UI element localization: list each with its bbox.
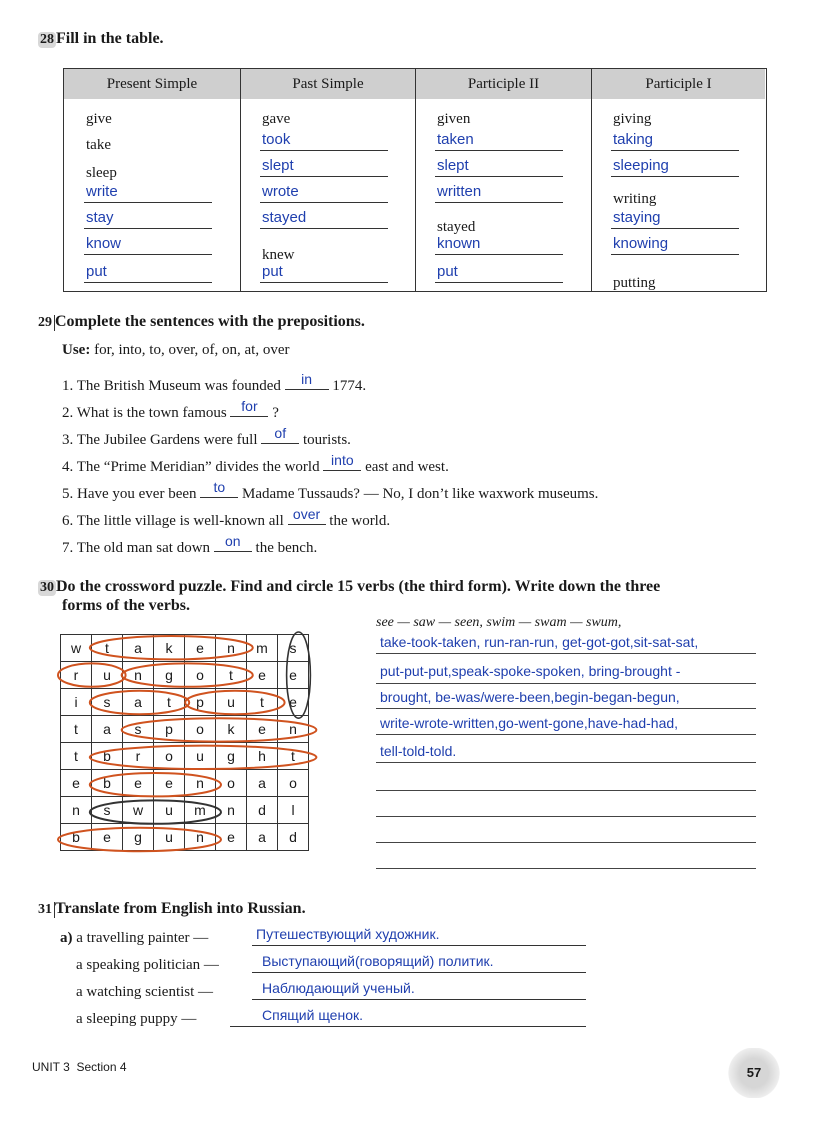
- table-cell: put: [86, 263, 107, 280]
- grid-cell[interactable]: i: [61, 689, 92, 716]
- footer-unit-label: UNIT 3: [32, 1060, 70, 1074]
- ex31-number: 31: [38, 902, 55, 918]
- answer-underline: [84, 228, 212, 229]
- answer-underline: [611, 228, 739, 229]
- ex28-heading: [38, 30, 164, 48]
- grid-cell[interactable]: t: [61, 716, 92, 743]
- table-cell: stayed: [437, 219, 476, 235]
- translation-line: [252, 972, 586, 973]
- ex28-title: Fill in the table.: [56, 30, 164, 47]
- grid-cell[interactable]: p: [185, 689, 216, 716]
- writing-line: [376, 762, 756, 763]
- sentence-3: [62, 425, 351, 449]
- sentence-number: 7.: [62, 540, 74, 556]
- column-divider: [415, 69, 416, 291]
- table-cell: put: [262, 263, 283, 280]
- grid-cell[interactable]: u: [154, 797, 185, 824]
- grid-cell[interactable]: p: [154, 716, 185, 743]
- grid-cell[interactable]: n: [123, 662, 154, 689]
- table-cell: knowing: [613, 235, 669, 252]
- grid-cell[interactable]: o: [185, 716, 216, 743]
- grid-cell[interactable]: n: [278, 716, 309, 743]
- english-phrase: a travelling painter —: [76, 930, 209, 946]
- verb-forms-table: [63, 68, 767, 292]
- grid-row: [61, 716, 309, 743]
- verb-forms-answer: put-put-put,speak-spoke-spoken, bring-brought -: [380, 663, 681, 679]
- sentence-end: the world.: [329, 513, 391, 529]
- table-cell: sleep: [86, 165, 117, 181]
- grid-cell[interactable]: d: [278, 824, 309, 851]
- answer-text: in: [301, 371, 313, 387]
- grid-cell[interactable]: o: [154, 743, 185, 770]
- grid-cell[interactable]: m: [185, 797, 216, 824]
- grid-cell[interactable]: l: [278, 797, 309, 824]
- translation-row: [76, 984, 213, 1001]
- translation-line: [230, 1026, 586, 1027]
- grid-cell[interactable]: e: [154, 770, 185, 797]
- grid-cell[interactable]: t: [278, 743, 309, 770]
- ex30-title-line2: forms of the verbs.: [62, 597, 190, 614]
- verb-forms-answer: write-wrote-written,go-went-gone,have-had-had,: [380, 715, 679, 731]
- grid-row: [61, 824, 309, 851]
- grid-row: [61, 797, 309, 824]
- writing-line: [376, 734, 756, 735]
- answer-underline: [435, 176, 563, 177]
- grid-cell[interactable]: h: [247, 743, 278, 770]
- grid-row: [61, 662, 309, 689]
- grid-cell[interactable]: e: [185, 635, 216, 662]
- grid-cell[interactable]: s: [92, 797, 123, 824]
- grid-cell[interactable]: n: [185, 824, 216, 851]
- english-phrase: a watching scientist —: [76, 984, 214, 1000]
- grid-cell[interactable]: e: [92, 824, 123, 851]
- answer-blank[interactable]: [285, 371, 329, 390]
- sentence-start: What is the town famous: [76, 405, 227, 421]
- grid-row: [61, 689, 309, 716]
- page-number-badge: [728, 1048, 780, 1098]
- answer-blank[interactable]: [214, 533, 252, 552]
- grid-cell[interactable]: o: [216, 770, 247, 797]
- translation-line: [252, 999, 586, 1000]
- answer-text: of: [274, 425, 287, 441]
- table-cell: staying: [613, 209, 661, 226]
- grid-cell[interactable]: e: [123, 770, 154, 797]
- answer-underline: [435, 254, 563, 255]
- ex31-title: Translate from English into Russian.: [55, 900, 306, 917]
- grid-cell[interactable]: a: [247, 770, 278, 797]
- table-cell: take: [86, 137, 111, 153]
- grid-cell[interactable]: t: [154, 689, 185, 716]
- answer-underline: [435, 202, 563, 203]
- grid-cell[interactable]: g: [216, 743, 247, 770]
- grid-cell[interactable]: m: [247, 635, 278, 662]
- grid-cell[interactable]: u: [185, 743, 216, 770]
- answer-underline: [260, 202, 388, 203]
- footer-section-label: Section 4: [76, 1060, 127, 1074]
- sentence-start: Have you ever been: [77, 486, 197, 502]
- grid-cell[interactable]: u: [216, 689, 247, 716]
- grid-cell[interactable]: r: [123, 743, 154, 770]
- grid-cell[interactable]: t: [247, 689, 278, 716]
- ex29-title: Complete the sentences with the prepositions.: [55, 313, 365, 330]
- answer-text: to: [213, 479, 226, 495]
- page-number: 57: [746, 1065, 762, 1080]
- sentence-number: 1.: [62, 378, 74, 394]
- table-cell: given: [437, 111, 471, 127]
- translation-row: [76, 957, 219, 974]
- ex29-use-line: [62, 342, 290, 359]
- grid-cell[interactable]: a: [123, 635, 154, 662]
- writing-line: [376, 790, 756, 791]
- sentence-1: [62, 371, 367, 395]
- answer-blank[interactable]: [261, 425, 299, 444]
- grid-cell[interactable]: a: [92, 716, 123, 743]
- verb-forms-answer: tell-told-told.: [380, 743, 457, 759]
- grid-cell[interactable]: s: [92, 689, 123, 716]
- sentence-7: [62, 533, 318, 557]
- grid-cell[interactable]: r: [61, 662, 92, 689]
- use-words: for, into, to, over, of, on, at, over: [94, 342, 290, 358]
- header-present-simple: Present Simple: [64, 69, 241, 99]
- grid-cell[interactable]: d: [247, 797, 278, 824]
- grid-cell[interactable]: e: [247, 662, 278, 689]
- answer-underline: [435, 150, 563, 151]
- sentence-end: tourists.: [303, 432, 351, 448]
- column-divider: [591, 69, 592, 291]
- grid-cell[interactable]: e: [61, 770, 92, 797]
- answer-blank[interactable]: [323, 452, 361, 471]
- grid-cell[interactable]: n: [185, 770, 216, 797]
- table-cell: slept: [437, 157, 469, 174]
- table-cell: giving: [613, 111, 652, 127]
- russian-translation[interactable]: Путешествующий художник.: [256, 926, 440, 942]
- translation-row: [76, 1011, 196, 1028]
- table-cell: took: [262, 131, 291, 148]
- example-forms: see — saw — seen, swim — swam — swum,: [376, 615, 622, 630]
- grid-row: [61, 770, 309, 797]
- answer-underline: [84, 254, 212, 255]
- grid-cell[interactable]: s: [278, 635, 309, 662]
- writing-line: [376, 653, 756, 654]
- grid-cell[interactable]: n: [216, 635, 247, 662]
- table-cell: put: [437, 263, 458, 280]
- table-cell: sleeping: [613, 157, 669, 174]
- grid-cell[interactable]: t: [216, 662, 247, 689]
- grid-cell[interactable]: b: [92, 770, 123, 797]
- writing-line: [376, 868, 756, 869]
- sentence-number: 6.: [62, 513, 74, 529]
- grid-cell[interactable]: o: [278, 770, 309, 797]
- sentence-2: [62, 398, 279, 422]
- table-cell: written: [437, 183, 482, 200]
- table-cell: known: [437, 235, 481, 252]
- grid-cell[interactable]: k: [216, 716, 247, 743]
- grid-cell[interactable]: t: [61, 743, 92, 770]
- footer-unit: [32, 1060, 127, 1074]
- answer-underline: [260, 282, 388, 283]
- answer-blank[interactable]: [200, 479, 238, 498]
- table-cell: putting: [613, 275, 656, 291]
- sentence-start: The “Prime Meridian” divides the world: [76, 459, 320, 475]
- grid-cell[interactable]: k: [154, 635, 185, 662]
- table-cell: knew: [262, 247, 295, 263]
- grid-row: [61, 635, 309, 662]
- russian-translation[interactable]: Выступающий(говорящий) политик.: [262, 953, 494, 969]
- sentence-end: east and west.: [365, 459, 449, 475]
- sentence-number: 3.: [62, 432, 74, 448]
- grid-row: [61, 743, 309, 770]
- russian-translation[interactable]: Спящий щенок.: [262, 1007, 364, 1023]
- table-cell: write: [86, 183, 118, 200]
- ex28-number: 28: [40, 32, 54, 47]
- sentence-number: 2.: [62, 405, 74, 421]
- sentence-4: [62, 452, 449, 476]
- translation-row: [60, 930, 208, 947]
- ex30-number: 30: [40, 580, 54, 595]
- table-cell: give: [86, 111, 112, 127]
- table-cell: taking: [613, 131, 654, 148]
- grid-cell[interactable]: s: [123, 716, 154, 743]
- sentence-end: the bench.: [255, 540, 318, 556]
- column-divider: [240, 69, 241, 291]
- crossword-grid: [60, 634, 309, 851]
- sentence-6: [62, 506, 391, 530]
- grid-cell[interactable]: b: [92, 743, 123, 770]
- sentence-start: The British Museum was founded: [76, 378, 281, 394]
- sentence-start: The little village is well-known all: [76, 513, 284, 529]
- table-cell: stayed: [262, 209, 307, 226]
- sentence-number: 4.: [62, 459, 74, 475]
- part-label: a): [60, 930, 73, 946]
- grid-cell[interactable]: e: [247, 716, 278, 743]
- english-phrase: a sleeping puppy —: [76, 1011, 197, 1027]
- table-cell: wrote: [262, 183, 299, 200]
- answer-underline: [84, 202, 212, 203]
- grid-cell[interactable]: a: [247, 824, 278, 851]
- grid-cell[interactable]: n: [216, 797, 247, 824]
- table-cell: writing: [613, 191, 657, 207]
- grid-cell[interactable]: g: [154, 662, 185, 689]
- grid-cell[interactable]: e: [278, 662, 309, 689]
- grid-cell[interactable]: t: [92, 635, 123, 662]
- answer-underline: [260, 176, 388, 177]
- header-participle-ii: Participle II: [416, 69, 592, 99]
- sentence-5: [62, 479, 599, 503]
- answer-underline: [611, 150, 739, 151]
- grid-cell[interactable]: w: [123, 797, 154, 824]
- verb-forms-answer: take-took-taken, run-ran-run, get-got-got,sit-sat-sat,: [380, 634, 699, 650]
- verb-forms-answer: brought, be-was/were-been,begin-began-begun,: [380, 689, 680, 705]
- grid-cell[interactable]: b: [61, 824, 92, 851]
- grid-cell[interactable]: w: [61, 635, 92, 662]
- use-label: Use:: [62, 342, 91, 358]
- header-past-simple: Past Simple: [241, 69, 416, 99]
- sentence-start: The old man sat down: [76, 540, 211, 556]
- writing-line: [376, 842, 756, 843]
- grid-cell[interactable]: a: [123, 689, 154, 716]
- sentence-end: Madame Tussauds? — No, I don’t like waxwork museums.: [242, 486, 599, 502]
- sentence-start: The Jubilee Gardens were full: [76, 432, 258, 448]
- writing-line: [376, 683, 756, 684]
- writing-line: [376, 708, 756, 709]
- grid-cell[interactable]: o: [185, 662, 216, 689]
- grid-cell[interactable]: e: [216, 824, 247, 851]
- writing-line: [376, 816, 756, 817]
- ex30-heading: [38, 578, 660, 596]
- russian-translation[interactable]: Наблюдающий ученый.: [262, 980, 415, 996]
- grid-cell[interactable]: u: [154, 824, 185, 851]
- table-cell: slept: [262, 157, 294, 174]
- answer-text: into: [331, 452, 354, 468]
- table-cell: taken: [437, 131, 474, 148]
- sentence-end: ?: [272, 405, 279, 421]
- answer-blank[interactable]: [230, 398, 268, 417]
- answer-underline: [260, 228, 388, 229]
- answer-text: for: [241, 398, 258, 414]
- answer-underline: [611, 176, 739, 177]
- answer-text: over: [292, 506, 321, 522]
- answer-blank[interactable]: [288, 506, 326, 525]
- answer-underline: [435, 282, 563, 283]
- header-participle-i: Participle I: [592, 69, 765, 99]
- table-cell: gave: [262, 111, 291, 127]
- grid-cell[interactable]: e: [278, 689, 309, 716]
- grid-cell[interactable]: g: [123, 824, 154, 851]
- ex31-heading: [38, 900, 306, 918]
- answer-text: on: [225, 533, 241, 549]
- ex29-number: 29: [38, 315, 55, 331]
- ex29-heading: [38, 313, 365, 331]
- grid-cell[interactable]: n: [61, 797, 92, 824]
- grid-cell[interactable]: u: [92, 662, 123, 689]
- english-phrase: a speaking politician —: [76, 957, 219, 973]
- sentence-end: 1774.: [332, 378, 367, 394]
- answer-underline: [84, 282, 212, 283]
- answer-underline: [260, 150, 388, 151]
- ex30-title-line1: Do the crossword puzzle. Find and circle 15 verbs (the third form). Write down the three: [56, 578, 661, 595]
- translation-line: [252, 945, 586, 946]
- answer-underline: [611, 254, 739, 255]
- table-cell: stay: [86, 209, 114, 226]
- sentence-number: 5.: [62, 486, 74, 502]
- table-cell: know: [86, 235, 122, 252]
